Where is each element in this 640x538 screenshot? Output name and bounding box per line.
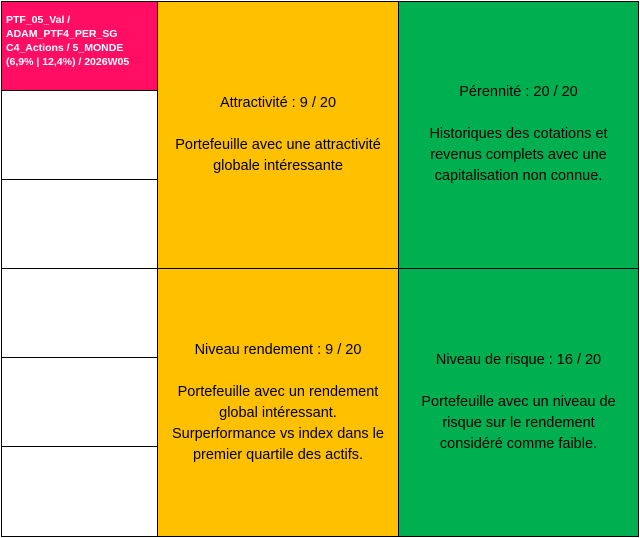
empty-cell — [1, 268, 158, 358]
description-line: premier quartile des actifs. — [192, 446, 364, 463]
portfolio-title-cell — [1, 1, 158, 91]
portfolio-title-line: PTF_05_Val / — [6, 14, 71, 26]
empty-cell — [1, 90, 158, 180]
risque-heading: Niveau de risque : 16 / 20 — [435, 352, 602, 368]
empty-cell — [1, 357, 158, 447]
description-line: Surperformance vs index dans le — [172, 425, 384, 442]
description-line: Historiques des cotations et — [429, 126, 608, 142]
portfolio-title-line: C4_Actions / 5_MONDE — [6, 42, 124, 54]
attractivite-card — [157, 1, 399, 269]
description-line: revenus complets avec une — [430, 147, 607, 163]
description-line: capitalisation non connue. — [434, 168, 603, 184]
description-line: risque sur le rendement — [442, 415, 595, 431]
risque-card — [398, 268, 639, 537]
description-line: considéré comme faible. — [439, 436, 598, 452]
rendement-card — [157, 268, 399, 537]
risque-description — [421, 392, 615, 455]
attractivite-description — [175, 135, 381, 177]
empty-cell — [1, 446, 158, 537]
portfolio-title-line: (6,9% | 12,4%) / 2026W05 — [6, 56, 130, 68]
description-line: global intéressant. — [219, 404, 337, 421]
description-line: Portefeuille avec un rendement — [177, 383, 379, 400]
attractivite-heading: Attractivité : 9 / 20 — [219, 95, 337, 111]
description-line: Portefeuille avec une attractivité — [175, 137, 381, 153]
perennite-description — [429, 124, 607, 187]
empty-cell — [1, 179, 158, 269]
rendement-heading: Niveau rendement : 9 / 20 — [194, 341, 362, 358]
description-line: Portefeuille avec un niveau de — [421, 394, 616, 410]
portfolio-title-line: ADAM_PTF4_PER_SG — [6, 28, 118, 40]
perennite-heading: Pérennité : 20 / 20 — [459, 84, 578, 100]
perennite-card — [398, 1, 639, 269]
rendement-description — [172, 382, 384, 466]
description-line: globale intéressante — [213, 158, 343, 174]
